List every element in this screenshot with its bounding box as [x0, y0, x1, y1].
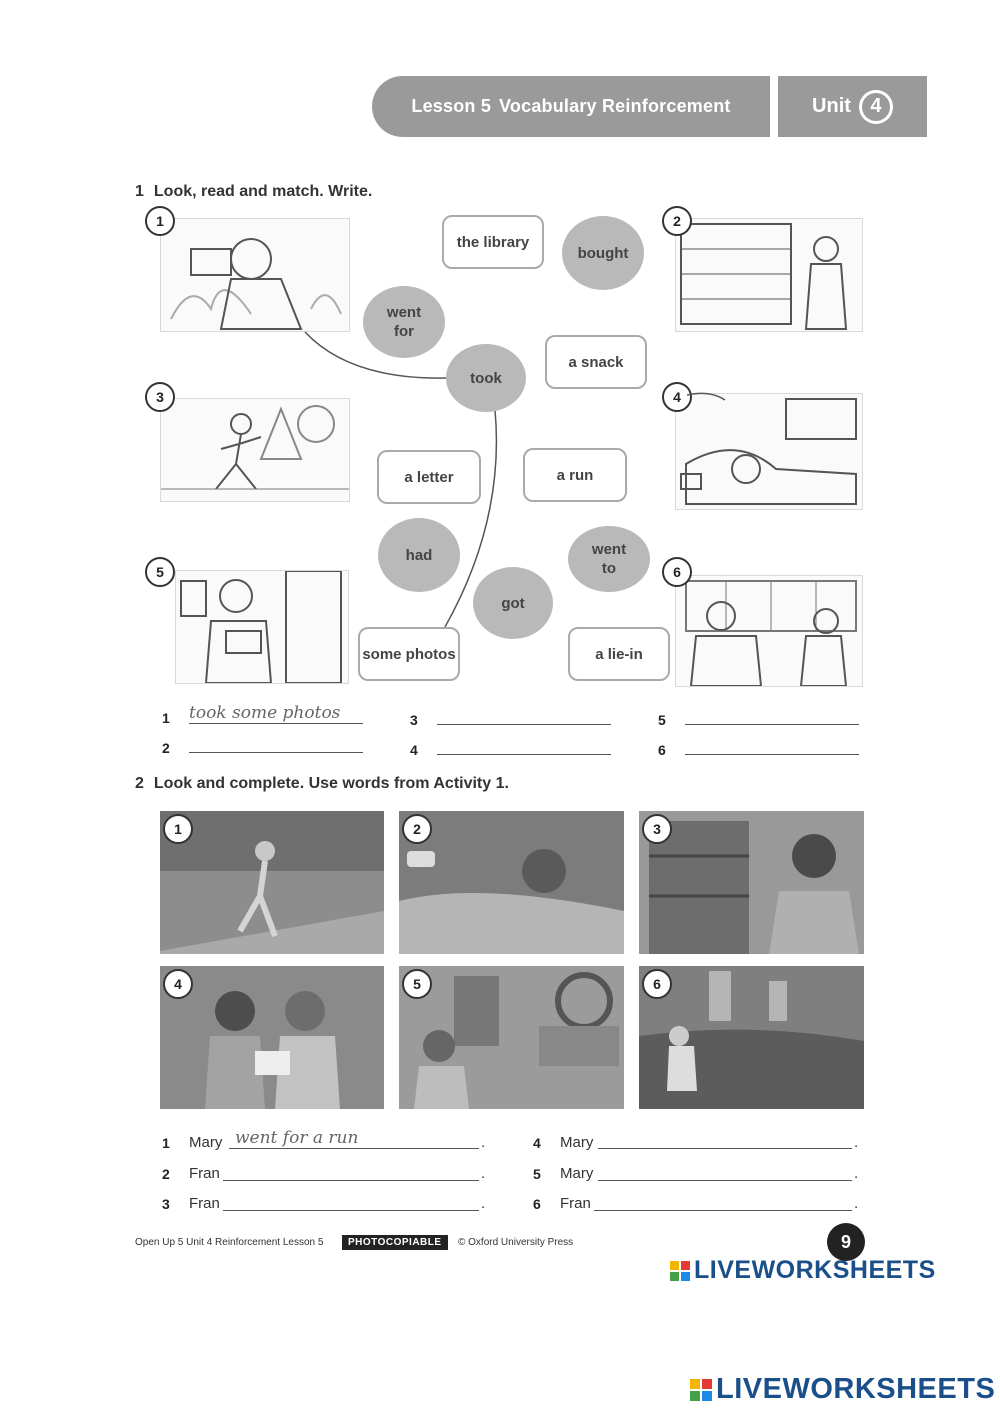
activity2-picture-4 [160, 966, 384, 1109]
activity2-number: 2 [135, 775, 144, 792]
activity2-picture-5 [399, 966, 624, 1109]
answer4-number: 4 [410, 742, 418, 758]
word-a-lie-in[interactable]: a lie-in [568, 627, 670, 681]
girl-in-library-illustration [639, 811, 864, 954]
word-a-snack[interactable]: a snack [545, 335, 647, 389]
activity1-instruction-text: Look, read and match. Write. [153, 183, 373, 200]
sentence1-end: . [481, 1134, 486, 1151]
photo-number-2: 2 [402, 814, 432, 844]
photo-number-6: 6 [642, 969, 672, 999]
liveworksheets-watermark-1 [670, 1256, 936, 1285]
photo-number-5: 5 [402, 969, 432, 999]
liveworksheets-logo-icon [690, 1379, 712, 1401]
picture-number-5: 5 [145, 557, 175, 587]
word-a-run[interactable]: a run [523, 448, 627, 502]
sentence1-field[interactable] [229, 1128, 479, 1149]
answer4-field[interactable] [437, 734, 611, 755]
sentence5-name: Mary [560, 1165, 594, 1182]
liveworksheets-watermark-2 [690, 1373, 995, 1406]
sentence2-end: . [481, 1165, 486, 1182]
sentence4-end: . [854, 1134, 859, 1151]
word-went-for-line2: for [394, 323, 414, 340]
sentence6-number: 6 [533, 1196, 541, 1212]
activity2-picture-1 [160, 811, 384, 954]
lesson-label: Lesson 5 [411, 96, 492, 116]
picture-number-6: 6 [662, 557, 692, 587]
photocopiable-badge: PHOTOCOPIABLE [342, 1235, 448, 1250]
sentence1-value: went for a run [235, 1128, 359, 1148]
girl-sleeping-illustration [399, 811, 624, 954]
sentence3-field[interactable] [223, 1190, 479, 1211]
word-the-library[interactable]: the library [442, 215, 544, 269]
footer-course: Open Up 5 Unit 4 Reinforcement Lesson 5 [135, 1237, 324, 1248]
answer6-field[interactable] [685, 734, 859, 755]
activity2-picture-2 [399, 811, 624, 954]
sentence3-name: Fran [189, 1195, 220, 1212]
word-went-to-line1: went [591, 541, 627, 558]
picture-number-4: 4 [662, 382, 692, 412]
watermark-text-1: LIVEWORKSHEETS [694, 1256, 936, 1284]
word-went-for-line1: went [386, 304, 422, 321]
word-went-to-line2: to [601, 560, 617, 577]
picture-number-3: 3 [145, 382, 175, 412]
picture-number-1: 1 [145, 206, 175, 236]
photo-number-3: 3 [642, 814, 672, 844]
activity1-number: 1 [135, 183, 144, 200]
liveworksheets-logo-icon [670, 1261, 690, 1281]
activity2-picture-6 [639, 966, 864, 1109]
answer2-field[interactable] [189, 732, 363, 753]
sentence2-name: Fran [189, 1165, 220, 1182]
answer1-number: 1 [162, 710, 170, 726]
unit-number: 4 [859, 90, 893, 124]
sentence3-end: . [481, 1195, 486, 1212]
answer3-number: 3 [410, 712, 418, 728]
word-bought[interactable]: bought [562, 216, 644, 290]
sentence2-number: 2 [162, 1166, 170, 1182]
word-got[interactable]: got [473, 567, 553, 639]
answer2-number: 2 [162, 740, 170, 756]
sentence1-name: Mary [189, 1134, 223, 1151]
snack-shop-illustration [399, 966, 624, 1109]
sentence6-end: . [854, 1195, 859, 1212]
answer1-value: took some photos [189, 703, 341, 723]
activity2-instruction-text: Look and complete. Use words from Activity 1. [153, 775, 509, 792]
word-went-for[interactable] [363, 286, 445, 358]
answer3-field[interactable] [437, 704, 611, 725]
girls-reading-letter-illustration [160, 966, 384, 1109]
sentence3-number: 3 [162, 1196, 170, 1212]
sentence4-field[interactable] [598, 1128, 852, 1149]
sentence1-number: 1 [162, 1135, 170, 1151]
word-took[interactable]: took [446, 344, 526, 412]
sentence6-field[interactable] [594, 1190, 852, 1211]
sentence2-field[interactable] [223, 1160, 479, 1181]
sentence5-end: . [854, 1165, 859, 1182]
answer5-field[interactable] [685, 704, 859, 725]
unit-label: Unit [812, 95, 851, 117]
watermark-text-2: LIVEWORKSHEETS [716, 1373, 996, 1405]
word-a-letter[interactable]: a letter [377, 450, 481, 504]
sentence4-number: 4 [533, 1135, 541, 1151]
word-some-photos[interactable]: some photos [358, 627, 460, 681]
word-had[interactable]: had [378, 518, 460, 592]
sentence5-field[interactable] [598, 1160, 852, 1181]
race-finish-illustration [639, 966, 864, 1109]
page-number: 9 [827, 1223, 865, 1261]
footer-copyright: © Oxford University Press [458, 1237, 574, 1248]
picture-number-2: 2 [662, 206, 692, 236]
photo-number-1: 1 [163, 814, 193, 844]
answer5-number: 5 [658, 712, 666, 728]
activity2-picture-3 [639, 811, 864, 954]
lesson-title: Vocabulary Reinforcement [499, 96, 731, 116]
sentence6-name: Fran [560, 1195, 591, 1212]
answer1-field[interactable] [189, 703, 363, 724]
girl-running-street-illustration [160, 811, 384, 954]
sentence5-number: 5 [533, 1166, 541, 1182]
word-went-to[interactable] [568, 526, 650, 592]
activity2-instruction [135, 775, 509, 793]
photo-number-4: 4 [163, 969, 193, 999]
sentence4-name: Mary [560, 1134, 594, 1151]
answer6-number: 6 [658, 742, 666, 758]
